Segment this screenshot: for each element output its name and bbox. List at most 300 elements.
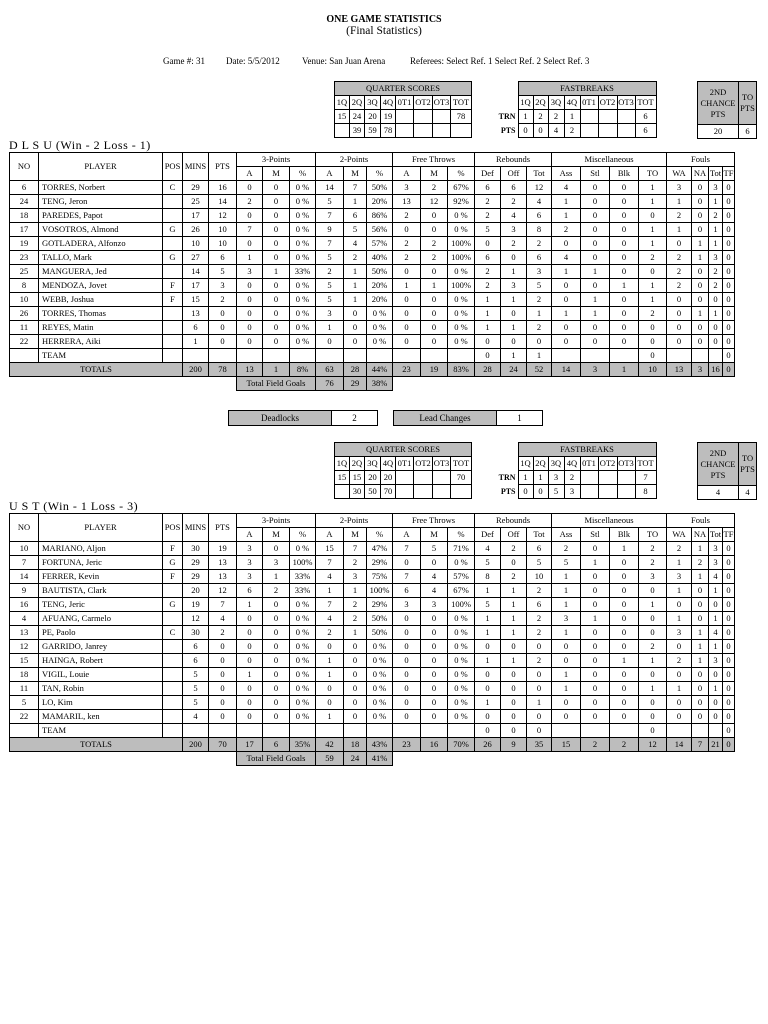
- fastbreak-value: [617, 110, 635, 124]
- stat-cell: 4: [209, 612, 237, 626]
- stat-cell: 0: [421, 696, 448, 710]
- stat-cell: 0: [316, 335, 344, 349]
- stat-cell: 0 %: [448, 640, 475, 654]
- stat-cell: 0: [527, 640, 552, 654]
- stat-cell: 0: [610, 556, 639, 570]
- stat-cell: 1: [501, 626, 527, 640]
- stat-cell: [316, 349, 344, 363]
- totals-cell: 23: [393, 738, 421, 752]
- player-stats-table: [9, 152, 735, 391]
- stat-cell: 0: [723, 668, 735, 682]
- stat-cell: 0: [692, 710, 709, 724]
- col-player: PLAYER: [39, 514, 163, 542]
- quarter-label: 2Q: [350, 96, 365, 110]
- stat-cell: 0: [263, 640, 290, 654]
- quarter-label: 0T1: [396, 96, 414, 110]
- quarter-score: [451, 485, 472, 499]
- stat-cell: 2: [527, 654, 552, 668]
- player-stats-table: [9, 513, 735, 766]
- col-sub: Off: [501, 167, 527, 181]
- stat-cell: [237, 349, 263, 363]
- stat-cell: 100%: [290, 556, 316, 570]
- stat-cell: [692, 349, 709, 363]
- team-row: [10, 724, 735, 738]
- stat-cell: 0: [610, 223, 639, 237]
- stat-cell: C: [163, 626, 183, 640]
- player-row: [10, 556, 735, 570]
- stat-cell: 0 %: [290, 321, 316, 335]
- stat-cell: 0: [209, 696, 237, 710]
- stat-cell: 0 %: [367, 640, 393, 654]
- stat-cell: 0: [610, 598, 639, 612]
- quarter-label: 2Q: [533, 96, 548, 110]
- stat-cell: 4: [183, 710, 209, 724]
- totals-cell: 200: [183, 738, 209, 752]
- stat-cell: 19: [209, 542, 237, 556]
- stat-cell: [163, 612, 183, 626]
- stat-cell: 1: [639, 598, 667, 612]
- stat-cell: 2: [421, 251, 448, 265]
- stat-cell: 0: [209, 335, 237, 349]
- quarter-label: 1Q: [335, 457, 350, 471]
- col-sub: Stl: [581, 528, 610, 542]
- stat-cell: 1: [552, 682, 581, 696]
- stat-cell: 5: [552, 556, 581, 570]
- stat-cell: 2: [667, 542, 692, 556]
- stat-cell: 20%: [367, 195, 393, 209]
- stat-cell: 0: [667, 335, 692, 349]
- col-sub: Blk: [610, 528, 639, 542]
- stat-cell: 0: [610, 626, 639, 640]
- fastbreak-value: 0: [533, 485, 548, 499]
- stat-cell: 56%: [367, 223, 393, 237]
- fastbreak-value: [580, 110, 598, 124]
- fastbreak-value: [598, 485, 617, 499]
- stat-cell: 1: [709, 612, 723, 626]
- stat-cell: 6: [183, 640, 209, 654]
- stat-cell: 50%: [367, 626, 393, 640]
- totals-cell: 43%: [367, 738, 393, 752]
- stat-cell: 0: [263, 321, 290, 335]
- stat-cell: 0: [610, 668, 639, 682]
- stat-cell: 2: [421, 237, 448, 251]
- stat-cell: 0 %: [448, 209, 475, 223]
- stat-cell: 5: [421, 542, 448, 556]
- stat-cell: 1: [709, 584, 723, 598]
- stat-cell: 0: [639, 724, 667, 738]
- stat-cell: 29: [183, 570, 209, 584]
- stat-cell: 2: [639, 251, 667, 265]
- stat-cell: 0: [667, 598, 692, 612]
- to-pts-label: TO PTS: [739, 82, 757, 125]
- stat-cell: 0: [393, 654, 421, 668]
- stat-cell: 1: [709, 223, 723, 237]
- stat-cell: 2: [639, 542, 667, 556]
- stat-cell: [667, 349, 692, 363]
- stat-cell: 2: [316, 265, 344, 279]
- stat-cell: 0: [723, 307, 735, 321]
- totals-cell: 44%: [367, 363, 393, 377]
- stat-cell: 0: [723, 181, 735, 195]
- field-goals-cell: 38%: [367, 377, 393, 391]
- stat-cell: 1: [692, 654, 709, 668]
- stat-cell: 2: [527, 293, 552, 307]
- stat-cell: 2: [527, 584, 552, 598]
- stat-cell: 0: [393, 321, 421, 335]
- totals-cell: 0: [723, 363, 735, 377]
- stat-cell: 0: [344, 654, 367, 668]
- stat-cell: 7: [316, 237, 344, 251]
- stat-cell: 0: [263, 293, 290, 307]
- fastbreak-value: [617, 471, 635, 485]
- stat-cell: 0: [723, 542, 735, 556]
- col-sub: TF: [723, 528, 735, 542]
- stat-cell: 1: [475, 654, 501, 668]
- stat-cell: 0: [237, 181, 263, 195]
- stat-cell: 1: [527, 307, 552, 321]
- stat-cell: 0: [421, 556, 448, 570]
- col-sub: Off: [501, 528, 527, 542]
- stat-cell: 0: [421, 321, 448, 335]
- stat-cell: 1: [667, 195, 692, 209]
- stat-cell: 100%: [448, 251, 475, 265]
- stat-cell: 0: [263, 181, 290, 195]
- stat-cell: 0: [692, 682, 709, 696]
- stat-cell: [163, 321, 183, 335]
- stat-cell: 2: [209, 293, 237, 307]
- stat-cell: 0: [610, 682, 639, 696]
- stat-cell: 0: [237, 612, 263, 626]
- stat-cell: 22: [10, 710, 39, 724]
- stat-cell: 1: [709, 640, 723, 654]
- stat-cell: 12: [183, 612, 209, 626]
- field-goals-cell: 41%: [367, 752, 393, 766]
- stat-cell: 3: [316, 307, 344, 321]
- stat-cell: 0: [501, 556, 527, 570]
- col-group: Miscellaneous: [552, 514, 667, 528]
- stat-cell: 2: [237, 195, 263, 209]
- stat-cell: 0: [421, 209, 448, 223]
- quarter-label: 3Q: [548, 457, 564, 471]
- stat-cell: 5: [475, 598, 501, 612]
- quarter-score: [396, 471, 414, 485]
- totals-row: [10, 738, 735, 752]
- stat-cell: 0: [581, 584, 610, 598]
- totals-cell: 28: [344, 363, 367, 377]
- stat-cell: 0: [263, 598, 290, 612]
- stat-cell: 0: [692, 598, 709, 612]
- player-name: HERRERA, Aiki: [39, 335, 163, 349]
- stat-cell: 3: [709, 251, 723, 265]
- stat-cell: 0: [393, 696, 421, 710]
- game-venue: Venue: San Juan Arena: [302, 56, 386, 66]
- stat-cell: 0: [237, 696, 263, 710]
- fastbreak-value: 4: [548, 124, 564, 138]
- totals-cell: 1: [610, 363, 639, 377]
- totals-label: TOTALS: [10, 738, 183, 752]
- col-sub: Stl: [581, 167, 610, 181]
- stat-cell: 0: [393, 556, 421, 570]
- stat-cell: 1: [501, 598, 527, 612]
- stat-cell: 1: [552, 598, 581, 612]
- stat-cell: 0 %: [367, 710, 393, 724]
- stat-cell: 0: [237, 279, 263, 293]
- quarter-score: [335, 124, 350, 138]
- stat-cell: 1: [709, 237, 723, 251]
- stat-cell: 1: [692, 237, 709, 251]
- fastbreak-value: [598, 471, 617, 485]
- col-sub: %: [367, 528, 393, 542]
- stat-cell: G: [163, 223, 183, 237]
- fastbreak-row-label: TRN: [498, 112, 516, 121]
- stat-cell: 6: [183, 321, 209, 335]
- stat-cell: 1: [237, 251, 263, 265]
- stat-cell: 1: [639, 181, 667, 195]
- col-group: Rebounds: [475, 153, 552, 167]
- quarter-score: 78: [451, 110, 472, 124]
- quarter-score: 70: [451, 471, 472, 485]
- stat-cell: 1: [581, 556, 610, 570]
- stat-cell: 2: [501, 570, 527, 584]
- stat-cell: 0: [501, 251, 527, 265]
- stat-cell: 0: [527, 682, 552, 696]
- stat-cell: 0: [263, 710, 290, 724]
- stat-cell: 0 %: [367, 321, 393, 335]
- stat-cell: 0: [581, 696, 610, 710]
- stat-cell: [163, 237, 183, 251]
- col-sub: A: [393, 167, 421, 181]
- totals-cell: 63: [316, 363, 344, 377]
- stat-cell: 2: [552, 542, 581, 556]
- stat-cell: 0: [581, 682, 610, 696]
- stat-cell: 3: [552, 612, 581, 626]
- stat-cell: 2: [501, 542, 527, 556]
- player-row: [10, 237, 735, 251]
- stat-cell: 1: [501, 321, 527, 335]
- stat-cell: 6: [527, 598, 552, 612]
- stat-cell: 3: [393, 181, 421, 195]
- stat-cell: 0: [692, 195, 709, 209]
- stat-cell: 0: [639, 710, 667, 724]
- col-sub: WA: [667, 528, 692, 542]
- stat-cell: 2: [344, 556, 367, 570]
- spacer: [393, 752, 735, 766]
- player-name: PE, Paolo: [39, 626, 163, 640]
- stat-cell: 22: [10, 335, 39, 349]
- stat-cell: 1: [639, 195, 667, 209]
- stat-cell: [290, 724, 316, 738]
- quarter-score: [414, 485, 433, 499]
- stat-cell: 13: [10, 626, 39, 640]
- stat-cell: [163, 654, 183, 668]
- stat-cell: 0: [344, 335, 367, 349]
- game-referees: Referees: Select Ref. 1 Select Ref. 2 Select Ref. 3: [410, 56, 590, 66]
- quarter-score: 59: [365, 124, 381, 138]
- stat-cell: 16: [209, 181, 237, 195]
- stat-cell: 0: [421, 612, 448, 626]
- stat-cell: 0: [552, 321, 581, 335]
- totals-cell: 8%: [290, 363, 316, 377]
- stat-cell: 3: [237, 542, 263, 556]
- player-name: REYES, Matin: [39, 321, 163, 335]
- stat-cell: 10: [527, 570, 552, 584]
- stat-cell: 57%: [367, 237, 393, 251]
- player-name: VIGIL, Louie: [39, 668, 163, 682]
- player-name: TORRES, Thomas: [39, 307, 163, 321]
- stat-cell: 10: [10, 293, 39, 307]
- stat-cell: 0: [316, 682, 344, 696]
- stat-cell: 1: [709, 307, 723, 321]
- quarter-label: OT3: [433, 96, 451, 110]
- stat-cell: 7: [316, 556, 344, 570]
- stat-cell: [163, 265, 183, 279]
- col-no: NO: [10, 514, 39, 542]
- game-number: Game #: 31: [163, 56, 205, 66]
- stat-cell: 0: [527, 724, 552, 738]
- stat-cell: 0 %: [290, 237, 316, 251]
- stat-cell: [183, 724, 209, 738]
- player-row: [10, 710, 735, 724]
- stat-cell: 0: [421, 640, 448, 654]
- team-label: TEAM: [39, 349, 163, 363]
- stat-cell: 0: [552, 696, 581, 710]
- stat-cell: 33%: [290, 265, 316, 279]
- stat-cell: 5: [344, 223, 367, 237]
- stat-cell: 33%: [290, 570, 316, 584]
- stat-cell: [163, 209, 183, 223]
- stat-cell: 0 %: [448, 682, 475, 696]
- stat-cell: 100%: [448, 598, 475, 612]
- stat-cell: 2: [667, 209, 692, 223]
- stat-cell: 3: [237, 265, 263, 279]
- field-goals-row: [10, 752, 735, 766]
- totals-cell: 70%: [448, 738, 475, 752]
- fastbreak-value: 3: [548, 471, 564, 485]
- quarter-score: 24: [350, 110, 365, 124]
- stat-cell: 4: [552, 181, 581, 195]
- stat-cell: 0: [723, 223, 735, 237]
- stat-cell: 1: [552, 265, 581, 279]
- stat-cell: 19: [10, 237, 39, 251]
- stat-cell: 0: [421, 654, 448, 668]
- player-row: [10, 584, 735, 598]
- stat-cell: 25: [183, 195, 209, 209]
- stat-cell: 75%: [367, 570, 393, 584]
- stat-cell: 0: [610, 265, 639, 279]
- stat-cell: 2: [667, 279, 692, 293]
- player-name: FORTUNA, Jeric: [39, 556, 163, 570]
- stat-cell: 0: [667, 307, 692, 321]
- stat-cell: 15: [10, 654, 39, 668]
- stat-cell: 0: [501, 710, 527, 724]
- stat-cell: 0 %: [367, 335, 393, 349]
- stat-cell: 0: [667, 696, 692, 710]
- stat-cell: 0: [475, 335, 501, 349]
- totals-cell: 14: [552, 363, 581, 377]
- stat-cell: 1: [610, 279, 639, 293]
- stat-cell: 0: [692, 181, 709, 195]
- fastbreak-value: 5: [548, 485, 564, 499]
- stat-cell: 0 %: [448, 335, 475, 349]
- stat-cell: 0 %: [290, 626, 316, 640]
- quarter-score: [396, 485, 414, 499]
- stat-cell: 1: [501, 293, 527, 307]
- stat-cell: 0: [692, 279, 709, 293]
- stat-cell: 0: [639, 584, 667, 598]
- totals-cell: 10: [639, 363, 667, 377]
- stat-cell: 6: [527, 251, 552, 265]
- stat-cell: 2: [667, 654, 692, 668]
- stat-cell: G: [163, 598, 183, 612]
- stat-cell: 0 %: [448, 612, 475, 626]
- stat-cell: 0: [316, 696, 344, 710]
- stat-cell: 14: [183, 265, 209, 279]
- stat-cell: 1: [475, 584, 501, 598]
- stat-cell: 0: [692, 668, 709, 682]
- col-group: 2-Points: [316, 153, 393, 167]
- stat-cell: 0: [610, 307, 639, 321]
- quarter-score: [335, 485, 350, 499]
- field-goals-cell: 24: [344, 752, 367, 766]
- player-row: [10, 626, 735, 640]
- stat-cell: 13: [209, 556, 237, 570]
- totals-cell: 13: [237, 363, 263, 377]
- stat-cell: 1: [692, 542, 709, 556]
- stat-cell: 1: [316, 654, 344, 668]
- stat-cell: 1: [552, 307, 581, 321]
- stat-cell: 0: [723, 682, 735, 696]
- stat-cell: 3: [709, 542, 723, 556]
- stat-cell: 3: [237, 556, 263, 570]
- stat-cell: [393, 724, 421, 738]
- fastbreak-value: 1: [518, 110, 533, 124]
- totals-cell: 35%: [290, 738, 316, 752]
- fastbreak-value: 3: [564, 485, 580, 499]
- quarter-score: 15: [335, 471, 350, 485]
- quarter-label: TOT: [635, 96, 656, 110]
- quarter-label: 3Q: [365, 96, 381, 110]
- fastbreaks-table: [495, 442, 657, 499]
- stat-cell: 0: [552, 654, 581, 668]
- stat-cell: 2: [475, 265, 501, 279]
- col-group: Fouls: [667, 153, 735, 167]
- stat-cell: 0: [667, 237, 692, 251]
- stat-cell: 1: [475, 626, 501, 640]
- stat-cell: 11: [10, 321, 39, 335]
- stat-cell: [163, 195, 183, 209]
- col-pos: POS: [163, 514, 183, 542]
- player-name: GOTLADERA, Alfonzo: [39, 237, 163, 251]
- stat-cell: 0: [723, 251, 735, 265]
- stat-cell: 1: [527, 696, 552, 710]
- totals-cell: 16: [421, 738, 448, 752]
- stat-cell: 0: [709, 321, 723, 335]
- stat-cell: 1: [501, 612, 527, 626]
- quarter-score: [414, 124, 433, 138]
- stat-cell: 0: [393, 265, 421, 279]
- spacer: [495, 457, 518, 471]
- stat-cell: 3: [344, 570, 367, 584]
- stat-cell: 0: [475, 640, 501, 654]
- player-name: TAN, Robin: [39, 682, 163, 696]
- stat-cell: 0: [237, 710, 263, 724]
- quarter-score: [451, 124, 472, 138]
- stat-cell: 15: [183, 293, 209, 307]
- stat-cell: 0: [667, 321, 692, 335]
- stat-cell: 2: [527, 237, 552, 251]
- totals-cell: 16: [709, 363, 723, 377]
- stat-cell: 0 %: [448, 668, 475, 682]
